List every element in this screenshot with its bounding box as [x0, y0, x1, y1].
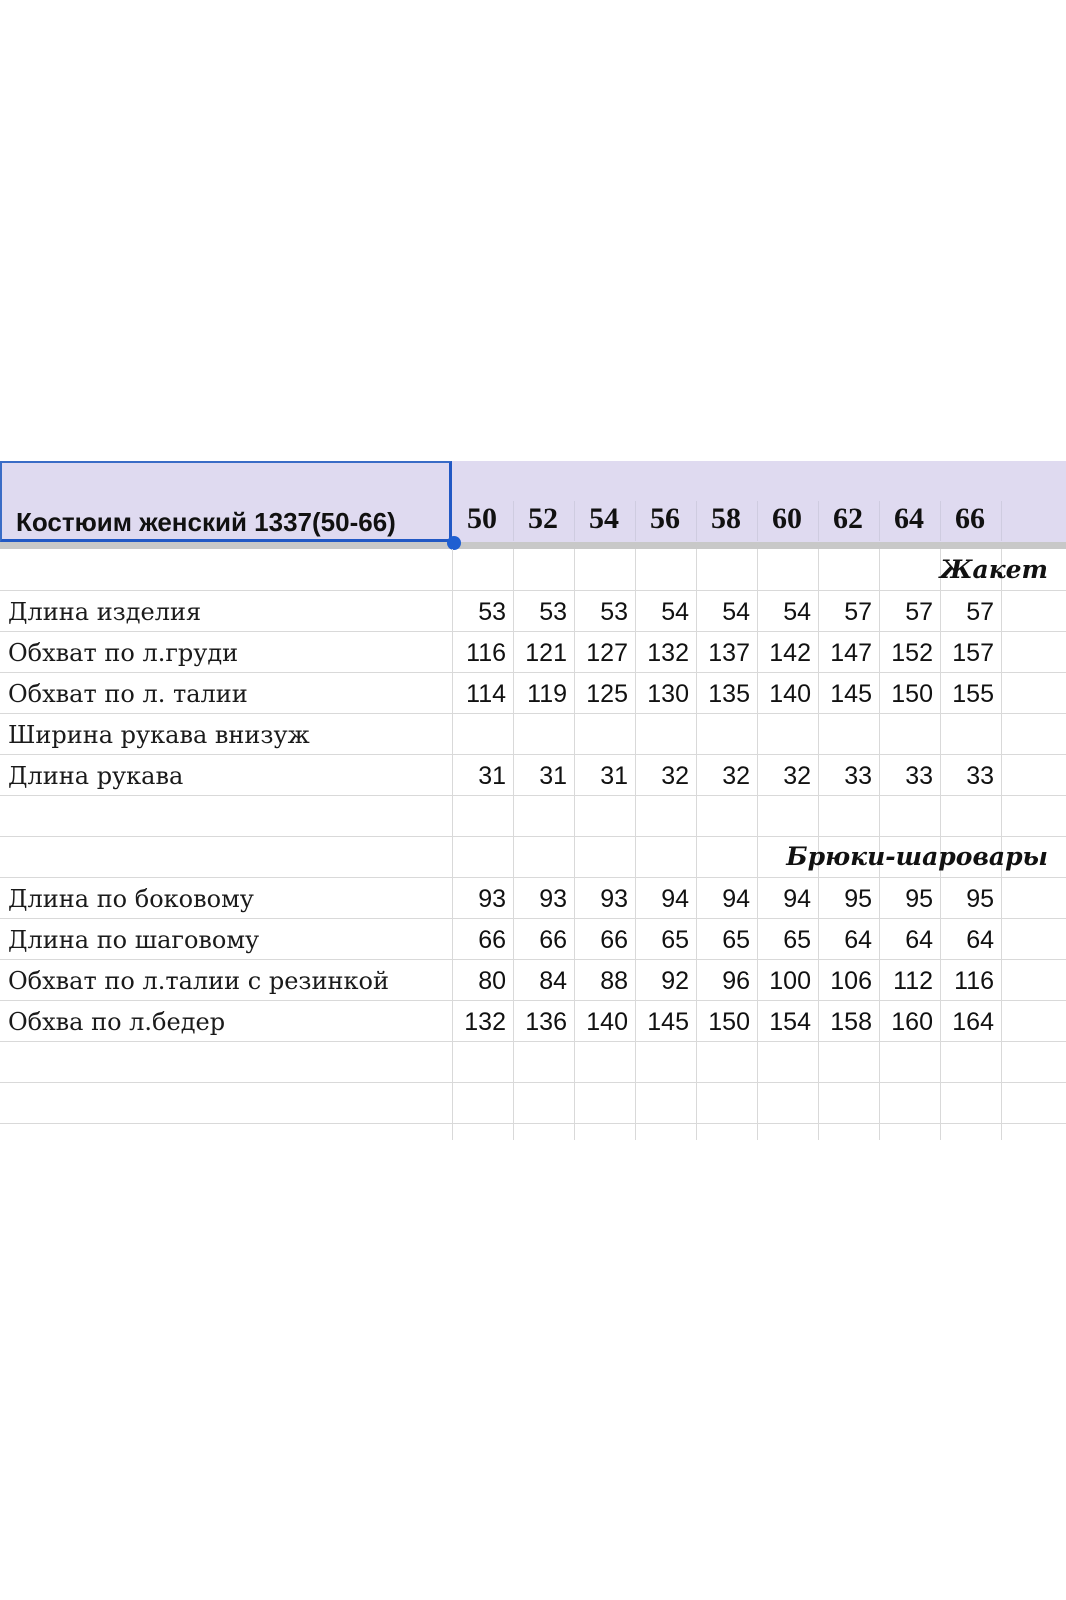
measurement-label[interactable]: Длина по шаговому [8, 926, 260, 954]
measurement-value-cell[interactable]: 80 [478, 967, 506, 995]
measurement-value-cell[interactable]: 164 [952, 1008, 994, 1036]
measurement-value-cell[interactable]: 130 [647, 680, 689, 708]
measurement-value-cell[interactable]: 32 [783, 762, 811, 790]
measurement-value-cell[interactable]: 57 [905, 598, 933, 626]
measurement-label[interactable]: Обхва по л.бедер [8, 1008, 226, 1036]
column-gridline [513, 549, 514, 1140]
column-gridline [452, 549, 453, 1140]
measurement-value-cell[interactable]: 33 [844, 762, 872, 790]
measurement-value-cell[interactable]: 119 [527, 680, 567, 708]
measurement-value-cell[interactable]: 142 [769, 639, 811, 667]
measurement-value-cell[interactable]: 93 [600, 885, 628, 913]
measurement-value-cell[interactable]: 158 [830, 1008, 872, 1036]
measurement-value-cell[interactable]: 94 [783, 885, 811, 913]
measurement-value-cell[interactable]: 121 [525, 639, 567, 667]
size-header-cell[interactable]: 56 [650, 502, 680, 535]
measurement-value-cell[interactable]: 95 [905, 885, 933, 913]
measurement-value-cell[interactable]: 154 [769, 1008, 811, 1036]
measurement-value-cell[interactable]: 106 [830, 967, 872, 995]
measurement-value-cell[interactable] [942, 713, 994, 753]
measurement-value-cell[interactable]: 116 [954, 967, 994, 995]
measurement-value-cell[interactable]: 94 [661, 885, 689, 913]
measurement-value-cell[interactable]: 157 [952, 639, 994, 667]
size-header-cell[interactable]: 50 [467, 502, 497, 535]
measurement-value-cell[interactable]: 92 [661, 967, 689, 995]
measurement-value-cell[interactable]: 145 [647, 1008, 689, 1036]
measurement-value-cell[interactable]: 88 [600, 967, 628, 995]
measurement-value-cell[interactable]: 132 [464, 1008, 506, 1036]
section-title[interactable]: Жакет [939, 555, 1048, 584]
column-gridline [757, 549, 758, 1140]
measurement-value-cell[interactable]: 57 [966, 598, 994, 626]
measurement-value-cell[interactable] [698, 713, 750, 753]
measurement-value-cell[interactable] [881, 713, 933, 753]
measurement-value-cell[interactable]: 31 [600, 762, 628, 790]
measurement-value-cell[interactable] [637, 713, 689, 753]
measurement-value-cell[interactable]: 155 [952, 680, 994, 708]
column-gridline [635, 549, 636, 1140]
measurement-value-cell[interactable] [515, 713, 567, 753]
measurement-value-cell[interactable]: 135 [708, 680, 750, 708]
measurement-label[interactable]: Длина изделия [8, 598, 202, 626]
measurement-value-cell[interactable] [576, 713, 628, 753]
row-gridline [0, 795, 1066, 796]
measurement-value-cell[interactable]: 53 [478, 598, 506, 626]
measurement-value-cell[interactable]: 150 [708, 1008, 750, 1036]
measurement-value-cell[interactable]: 31 [478, 762, 506, 790]
measurement-value-cell[interactable]: 147 [830, 639, 872, 667]
measurement-value-cell[interactable]: 53 [600, 598, 628, 626]
size-header-cell[interactable]: 58 [711, 502, 741, 535]
size-header-cell[interactable]: 52 [528, 502, 558, 535]
measurement-value-cell[interactable]: 136 [525, 1008, 567, 1036]
size-chart-spreadsheet [0, 461, 1066, 1140]
section-title[interactable]: Брюки-шаровары [786, 842, 1048, 871]
measurement-value-cell[interactable]: 140 [586, 1008, 628, 1036]
measurement-value-cell[interactable]: 64 [844, 926, 872, 954]
measurement-value-cell[interactable]: 95 [966, 885, 994, 913]
measurement-value-cell[interactable]: 112 [893, 967, 933, 995]
row-gridline [0, 1041, 1066, 1042]
measurement-value-cell[interactable]: 66 [539, 926, 567, 954]
measurement-value-cell[interactable]: 132 [647, 639, 689, 667]
measurement-value-cell[interactable]: 33 [905, 762, 933, 790]
measurement-label[interactable]: Обхват по л.талии с резинкой [8, 967, 389, 995]
measurement-value-cell[interactable]: 95 [844, 885, 872, 913]
measurement-label[interactable]: Длина по боковому [8, 885, 254, 913]
measurement-value-cell[interactable]: 66 [478, 926, 506, 954]
measurement-value-cell[interactable]: 84 [539, 967, 567, 995]
measurement-value-cell[interactable]: 137 [708, 639, 750, 667]
measurement-value-cell[interactable] [820, 713, 872, 753]
measurement-value-cell[interactable]: 54 [722, 598, 750, 626]
measurement-value-cell[interactable]: 57 [844, 598, 872, 626]
measurement-value-cell[interactable]: 114 [466, 680, 506, 708]
size-header-cell[interactable]: 64 [894, 502, 924, 535]
size-header-cell[interactable]: 66 [955, 502, 985, 535]
fill-handle[interactable] [447, 536, 461, 550]
measurement-value-cell[interactable]: 31 [539, 762, 567, 790]
size-header-cell[interactable]: 60 [772, 502, 802, 535]
measurement-value-cell[interactable]: 93 [539, 885, 567, 913]
column-gridline [574, 549, 575, 1140]
header-column-separator [1001, 501, 1002, 541]
measurement-value-cell[interactable]: 54 [783, 598, 811, 626]
measurement-value-cell[interactable]: 160 [891, 1008, 933, 1036]
measurement-value-cell[interactable]: 54 [661, 598, 689, 626]
measurement-label[interactable]: Длина рукава [8, 762, 184, 790]
measurement-value-cell[interactable]: 116 [466, 639, 506, 667]
measurement-label[interactable]: Ширина рукава внизуж [8, 721, 310, 749]
measurement-label[interactable]: Обхват по л.груди [8, 639, 239, 667]
measurement-value-cell[interactable]: 65 [783, 926, 811, 954]
measurement-value-cell[interactable]: 32 [722, 762, 750, 790]
header-divider [0, 542, 1066, 549]
measurement-value-cell[interactable]: 94 [722, 885, 750, 913]
measurement-value-cell[interactable] [454, 713, 506, 753]
measurement-label[interactable]: Обхват по л. талии [8, 680, 248, 708]
measurement-value-cell[interactable]: 100 [769, 967, 811, 995]
row-gridline [0, 1082, 1066, 1083]
measurement-value-cell[interactable]: 53 [539, 598, 567, 626]
measurement-value-cell[interactable]: 65 [661, 926, 689, 954]
measurement-value-cell[interactable]: 66 [600, 926, 628, 954]
row-gridline [0, 1123, 1066, 1124]
measurement-value-cell[interactable]: 65 [722, 926, 750, 954]
measurement-value-cell[interactable]: 150 [891, 680, 933, 708]
measurement-value-cell[interactable]: 32 [661, 762, 689, 790]
measurement-value-cell[interactable]: 145 [830, 680, 872, 708]
column-gridline [696, 549, 697, 1140]
measurement-value-cell[interactable]: 125 [586, 680, 628, 708]
measurement-value-cell[interactable]: 33 [966, 762, 994, 790]
measurement-value-cell[interactable]: 64 [966, 926, 994, 954]
measurement-value-cell[interactable]: 96 [722, 967, 750, 995]
measurement-value-cell[interactable]: 140 [769, 680, 811, 708]
size-header-cell[interactable]: 54 [589, 502, 619, 535]
measurement-value-cell[interactable]: 93 [478, 885, 506, 913]
measurement-value-cell[interactable]: 152 [891, 639, 933, 667]
size-header-cell[interactable]: 62 [833, 502, 863, 535]
measurement-value-cell[interactable] [759, 713, 811, 753]
table-title[interactable]: Костюим женский 1337(50-66) [16, 507, 396, 537]
measurement-value-cell[interactable]: 127 [586, 639, 628, 667]
measurement-value-cell[interactable]: 64 [905, 926, 933, 954]
